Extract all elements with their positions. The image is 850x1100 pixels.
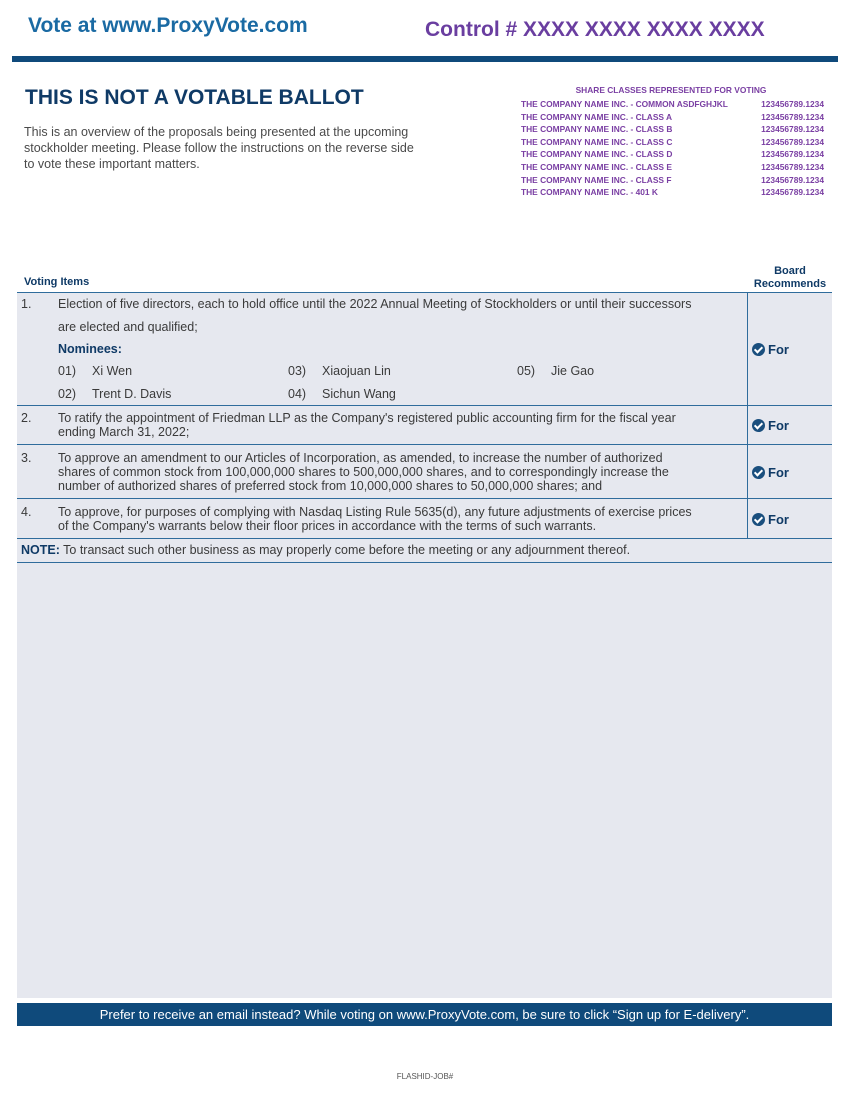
share-class-name: THE COMPANY NAME INC. - CLASS F <box>521 174 672 185</box>
item-text-line: ending March 31, 2022; <box>58 425 190 439</box>
recommendation-label: For <box>768 342 789 357</box>
share-class-value: 123456789.1234 <box>761 187 824 198</box>
recommendation <box>752 465 789 480</box>
vote-link[interactable]: Vote at www.ProxyVote.com <box>28 14 308 37</box>
share-class-name: THE COMPANY NAME INC. - CLASS E <box>521 161 672 172</box>
recommendation-cell <box>747 445 832 498</box>
recommendation-label: For <box>768 418 789 433</box>
voting-items-header: Voting Items <box>24 276 90 288</box>
job-id: FLASHID-JOB# <box>396 1072 454 1081</box>
check-circle-icon <box>752 419 765 432</box>
recommendation-cell <box>747 499 832 538</box>
share-class-value: 123456789.1234 <box>761 124 824 135</box>
share-class-name: THE COMPANY NAME INC. - 401 K <box>521 187 658 198</box>
note-label: NOTE: <box>21 543 60 557</box>
nominee-name: Jie Gao <box>551 364 595 378</box>
nominee-number: 05) <box>517 364 536 378</box>
check-circle-icon <box>752 513 765 526</box>
nominee-number: 04) <box>288 387 307 401</box>
share-classes-panel <box>521 85 831 200</box>
share-class-value: 123456789.1234 <box>761 174 824 185</box>
header-divider <box>12 56 838 62</box>
recommends-label: Recommends <box>753 278 827 290</box>
nominees-label: Nominees: <box>58 342 122 356</box>
recommendation <box>752 418 789 433</box>
share-class-row <box>521 124 824 137</box>
recommendation-cell <box>747 406 832 444</box>
share-class-row <box>521 162 824 175</box>
share-class-row <box>521 112 824 125</box>
share-class-value: 123456789.1234 <box>761 149 824 160</box>
nominee <box>58 387 171 401</box>
item-number: 1. <box>21 297 32 311</box>
nominee-name: Sichun Wang <box>322 387 396 401</box>
share-class-row <box>521 187 824 200</box>
check-circle-icon <box>752 343 765 356</box>
nominee-number: 02) <box>58 387 77 401</box>
nominee <box>288 387 396 401</box>
item-number: 2. <box>21 411 32 425</box>
item-text-line: shares of common stock from 100,000,000 shares to 500,000,000 shares, and to correspondingly increase the <box>58 465 669 479</box>
nominee <box>288 364 391 378</box>
item-text-line: To approve an amendment to our Articles of Incorporation, as amended, to increase the number of authorized <box>58 451 663 465</box>
recommendation-cell <box>747 293 832 405</box>
item-text-line: are elected and qualified; <box>58 320 198 334</box>
share-class-name: THE COMPANY NAME INC. - CLASS C <box>521 136 673 147</box>
nominee-name: Trent D. Davis <box>92 387 172 401</box>
share-class-row <box>521 137 824 150</box>
item-text-line: number of authorized shares of preferred stock from 10,000,000 shares to 50,000,000 shares; and <box>58 479 603 493</box>
note-text <box>21 543 630 557</box>
share-classes-title: SHARE CLASSES REPRESENTED FOR VOTING <box>575 85 767 95</box>
nominee <box>517 364 594 378</box>
board-recommends-header <box>748 265 832 291</box>
voting-item-1 <box>17 292 832 406</box>
share-class-row <box>521 175 824 188</box>
nominee-name: Xiaojuan Lin <box>322 364 391 378</box>
page-title: THIS IS NOT A VOTABLE BALLOT <box>25 86 364 109</box>
item-number: 4. <box>21 505 32 519</box>
e-delivery-banner: Prefer to receive an email instead? While voting on www.ProxyVote.com, be sure to click “Sign up for E-delivery”. <box>17 1003 832 1026</box>
item-number: 3. <box>21 451 32 465</box>
share-class-value: 123456789.1234 <box>761 161 824 172</box>
share-class-name: THE COMPANY NAME INC. - CLASS B <box>521 124 673 135</box>
note-body: To transact such other business as may properly come before the meeting or any adjournment thereof. <box>59 543 631 557</box>
voting-item-3 <box>17 445 832 499</box>
voting-items-table <box>17 292 832 563</box>
control-number: Control # XXXX XXXX XXXX XXXX <box>425 18 765 41</box>
share-class-value: 123456789.1234 <box>761 136 824 147</box>
share-class-value: 123456789.1234 <box>761 99 824 109</box>
voting-item-2 <box>17 406 832 445</box>
item-text-line: To approve, for purposes of complying with Nasdaq Listing Rule 5635(d), any future adjustments of exercise prices <box>58 505 692 519</box>
nominee-number: 03) <box>288 364 307 378</box>
recommendation-label: For <box>768 512 789 527</box>
recommendation <box>752 512 789 527</box>
check-circle-icon <box>752 466 765 479</box>
intro-text: This is an overview of the proposals being presented at the upcoming stockholder meeting. Please follow the instructions on the reverse side to vote these important matters. <box>24 125 414 171</box>
item-text-line: Election of five directors, each to hold office until the 2022 Annual Meeting of Stockholders or until their successors <box>58 297 692 311</box>
item-text-line: To ratify the appointment of Friedman LLP as the Company's registered public accounting firm for the fiscal year <box>58 411 676 425</box>
recommendation-label: For <box>768 465 789 480</box>
share-class-row <box>521 99 824 112</box>
share-class-name: THE COMPANY NAME INC. - CLASS A <box>521 111 673 122</box>
voting-item-4 <box>17 499 832 539</box>
nominee <box>58 364 132 378</box>
board-label: Board <box>774 265 806 277</box>
share-class-value: 123456789.1234 <box>761 111 824 122</box>
nominee-number: 01) <box>58 364 77 378</box>
recommendation <box>752 342 789 357</box>
note-row <box>17 539 832 563</box>
share-class-name: THE COMPANY NAME INC. - COMMON ASDFGHJKL <box>521 99 728 109</box>
nominee-name: Xi Wen <box>92 364 133 378</box>
item-text-line: of the Company's warrants below their floor prices in accordance with the terms of such warrants. <box>58 519 597 533</box>
share-class-row <box>521 149 824 162</box>
share-class-name: THE COMPANY NAME INC. - CLASS D <box>521 149 673 160</box>
